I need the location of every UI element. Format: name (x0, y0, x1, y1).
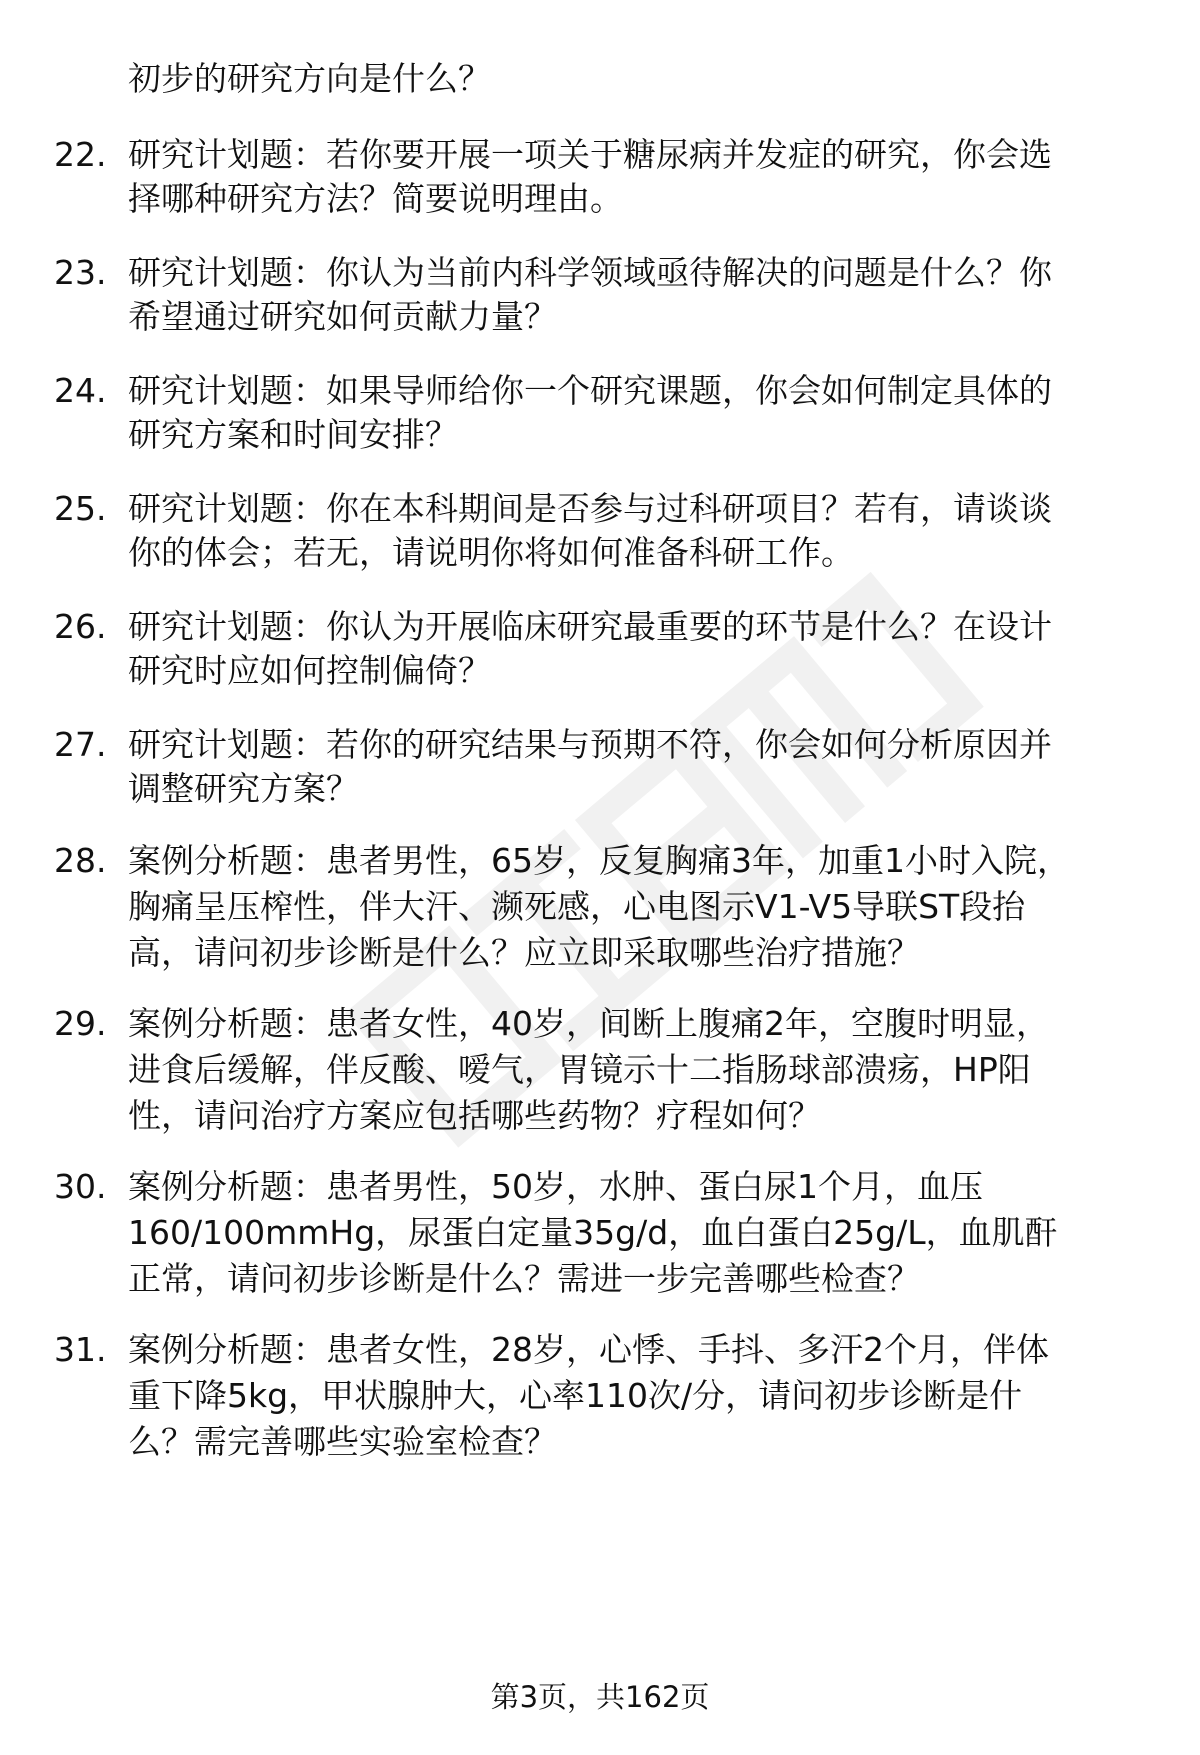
item-number: 24. (54, 371, 107, 410)
item-text-line: 进食后缓解，伴反酸、嗳气，胃镜示十二指肠球部溃疡，HP阳 (128, 1050, 1031, 1089)
item-text-line: 高，请问初步诊断是什么？应立即采取哪些治疗措施？ (128, 933, 920, 972)
item-number: 22. (54, 135, 107, 174)
item-text-line: 研究计划题：你认为开展临床研究最重要的环节是什么？在设计 (128, 607, 1052, 646)
item-number: 23. (54, 253, 107, 292)
item-text-line: 案例分析题：患者女性，28岁，心悸、手抖、多汗2个月，伴体 (128, 1330, 1049, 1369)
item-number: 26. (54, 607, 107, 646)
item-text-line: 研究计划题：若你的研究结果与预期不符，你会如何分析原因并 (128, 725, 1052, 764)
item-text-line: 调整研究方案？ (128, 769, 359, 808)
item-text-line: 重下降5kg，甲状腺肿大，心率110次/分，请问初步诊断是什 (128, 1376, 1023, 1415)
item-text-line: 研究计划题：你认为当前内科学领域亟待解决的问题是什么？你 (128, 253, 1052, 292)
item-text-line: 案例分析题：患者男性，65岁，反复胸痛3年，加重1小时入院， (128, 841, 1070, 880)
item-text-line: 研究计划题：你在本科期间是否参与过科研项目？若有，请谈谈 (128, 489, 1052, 528)
page-footer: 第3页，共162页 (490, 1680, 710, 1714)
item-text-line: 你的体会；若无，请说明你将如何准备科研工作。 (128, 533, 854, 572)
item-number: 31. (54, 1330, 107, 1369)
item-text-line: 案例分析题：患者男性，50岁，水肿、蛋白尿1个月，血压 (128, 1167, 983, 1206)
item-text-line: 正常，请问初步诊断是什么？需进一步完善哪些检查？ (128, 1259, 920, 1298)
continuation-line: 初步的研究方向是什么？ (128, 59, 491, 98)
item-number: 29. (54, 1004, 107, 1043)
item-text-line: 胸痛呈压榨性，伴大汗、濒死感，心电图示V1-V5导联ST段抬 (128, 887, 1026, 926)
item-number: 30. (54, 1167, 107, 1206)
item-number: 27. (54, 725, 107, 764)
item-text-line: 160/100mmHg，尿蛋白定量35g/d，血白蛋白25g/L，血肌酐 (128, 1213, 1058, 1252)
item-text-line: 择哪种研究方法？简要说明理由。 (128, 179, 623, 218)
item-number: 25. (54, 489, 107, 528)
item-text-line: 希望通过研究如何贡献力量？ (128, 297, 557, 336)
item-number: 28. (54, 841, 107, 880)
item-text-line: 研究方案和时间安排？ (128, 415, 458, 454)
item-text-line: 么？需完善哪些实验室检查？ (128, 1422, 557, 1461)
item-text-line: 研究计划题：若你要开展一项关于糖尿病并发症的研究，你会选 (128, 135, 1052, 174)
item-text-line: 性，请问治疗方案应包括哪些药物？疗程如何？ (128, 1096, 821, 1135)
item-text-line: 研究时应如何控制偏倚？ (128, 651, 491, 690)
item-text-line: 研究计划题：如果导师给你一个研究课题，你会如何制定具体的 (128, 371, 1052, 410)
item-text-line: 案例分析题：患者女性，40岁，间断上腹痛2年，空腹时明显， (128, 1004, 1049, 1043)
